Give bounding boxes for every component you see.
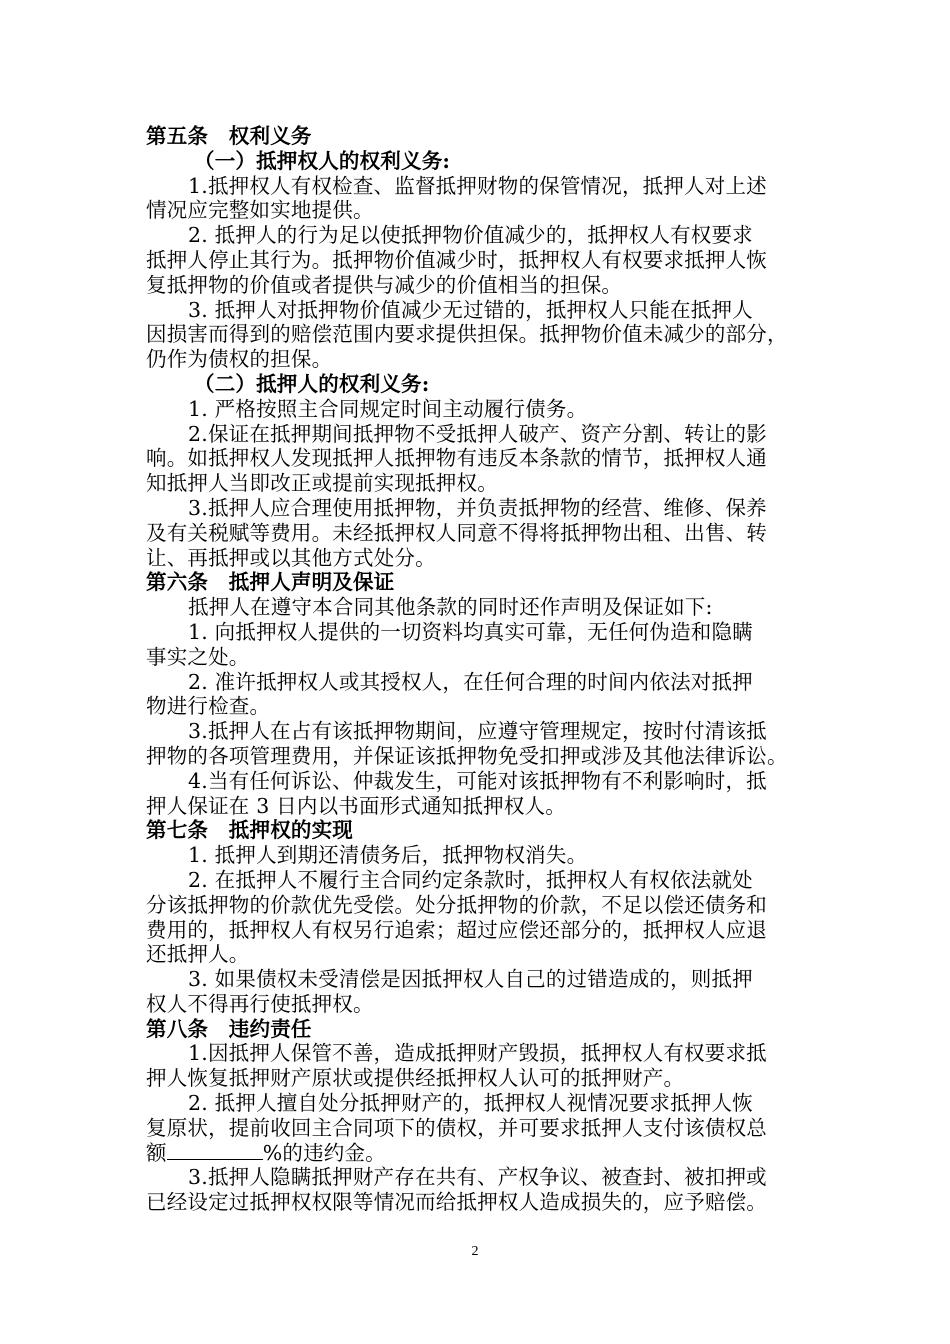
paragraph-line: 权人不得再行使抵押权。 [146, 991, 374, 1016]
paragraph-line: 及有关税赋等费用。未经抵押权人同意不得将抵押物出租、出售、转 [146, 520, 767, 545]
section-heading: 第六条 抵押人声明及保证 [146, 570, 395, 595]
paragraph-line: 已经设定过抵押权权限等情况而给抵押权人造成损失的，应予赔偿。 [146, 1190, 767, 1215]
paragraph-line: 分该抵押物的价款优先受偿。处分抵押物的价款，不足以偿还债务和 [146, 892, 767, 917]
paragraph-first-line: 3.抵押人在占有该抵押物期间，应遵守管理规定，按时付清该抵 [188, 719, 767, 744]
subsection-heading: （一）抵押权人的权利义务: [194, 148, 451, 173]
paragraph-first-line: 4.当有任何诉讼、仲裁发生，可能对该抵押物有不利影响时，抵 [188, 768, 767, 793]
paragraph-line: 因损害而得到的赔偿范围内要求提供担保。抵押物价值未减少的部分， [146, 322, 788, 347]
paragraph-first-line: 1. 抵押人到期还清债务后，抵押物权消失。 [188, 843, 588, 868]
paragraph-line: 让、再抵押或以其他方式处分。 [146, 545, 436, 570]
paragraph-line: 押人恢复抵押财产原状或提供经抵押权人认可的抵押财产。 [146, 1066, 685, 1091]
line-text-before-blank: 额 [146, 1140, 167, 1165]
paragraph-line: 费用的，抵押权人有权另行追索；超过应偿还部分的，抵押权人应退 [146, 917, 767, 942]
section-heading: 第七条 抵押权的实现 [146, 818, 353, 843]
paragraph-line: 还抵押人。 [146, 942, 250, 967]
section-heading: 第五条 权利义务 [146, 124, 312, 148]
paragraph-first-line: 1.抵押权人有权检查、监督抵押财物的保管情况，抵押人对上述 [188, 173, 767, 198]
paragraph-line: 知抵押人当即改正或提前实现抵押权。 [146, 471, 498, 496]
paragraph-line-with-blank [146, 1141, 818, 1166]
paragraph-first-line: 3. 如果债权未受清偿是因抵押权人自己的过错造成的，则抵押 [188, 967, 753, 992]
paragraph-first-line: 2. 准许抵押权人或其授权人，在任何合理的时间内依法对抵押 [188, 669, 753, 694]
paragraph-line: 事实之处。 [146, 644, 250, 669]
paragraph-line: 押人保证在 3 日内以书面形式通知抵押权人。 [146, 793, 566, 818]
fill-in-blank[interactable] [167, 1141, 263, 1160]
paragraph-first-line: 3.抵押人应合理使用抵押物，并负责抵押物的经营、维修、保养 [188, 495, 767, 520]
paragraph-line: 抵押人停止其行为。抵押物价值减少时，抵押权人有权要求抵押人恢 [146, 247, 767, 272]
paragraph-line: 物进行检查。 [146, 694, 271, 719]
line-text-after-blank: %的违约金。 [262, 1140, 386, 1165]
paragraph-line: 复抵押物的价值或者提供与减少的价值相当的担保。 [146, 272, 623, 297]
paragraph-line: 押物的各项管理费用，并保证该抵押物免受扣押或涉及其他法律诉讼。 [146, 743, 788, 768]
paragraph-first-line: 抵押人在遵守本合同其他条款的同时还作声明及保证如下: [188, 595, 713, 620]
paragraph-first-line: 3.抵押人隐瞒抵押财产存在共有、产权争议、被查封、被扣押或 [188, 1165, 767, 1190]
subsection-heading: （二）抵押人的权利义务: [194, 371, 430, 396]
paragraph-first-line: 1.因抵押人保管不善，造成抵押财产毁损，抵押权人有权要求抵 [188, 1041, 767, 1066]
paragraph-line: 复原状，提前收回主合同项下的债权，并可要求抵押人支付该债权总 [146, 1115, 767, 1140]
paragraph-first-line: 1. 向抵押权人提供的一切资料均真实可靠，无任何伪造和隐瞒 [188, 619, 753, 644]
paragraph-first-line: 2. 在抵押人不履行主合同约定条款时，抵押权人有权依法就处 [188, 867, 753, 892]
paragraph-line: 情况应完整如实地提供。 [146, 198, 374, 223]
paragraph-first-line: 2. 抵押人的行为足以使抵押物价值减少的，抵押权人有权要求 [188, 223, 753, 248]
paragraph-line: 仍作为债权的担保。 [146, 347, 333, 372]
document-body [146, 124, 818, 1215]
page-number: 2 [471, 1244, 479, 1259]
paragraph-line: 响。如抵押权人发现抵押人抵押物有违反本条款的情节，抵押权人通 [146, 446, 767, 471]
paragraph-first-line: 1. 严格按照主合同规定时间主动履行债务。 [188, 396, 588, 421]
paragraph-first-line: 2. 抵押人擅自处分抵押财产的，抵押权人视情况要求抵押人恢 [188, 1091, 753, 1116]
section-heading: 第八条 违约责任 [146, 1016, 312, 1041]
paragraph-first-line: 3. 抵押人对抵押物价值减少无过错的，抵押权人只能在抵押人 [188, 297, 753, 322]
paragraph-first-line: 2.保证在抵押期间抵押物不受抵押人破产、资产分割、转让的影 [188, 421, 767, 446]
